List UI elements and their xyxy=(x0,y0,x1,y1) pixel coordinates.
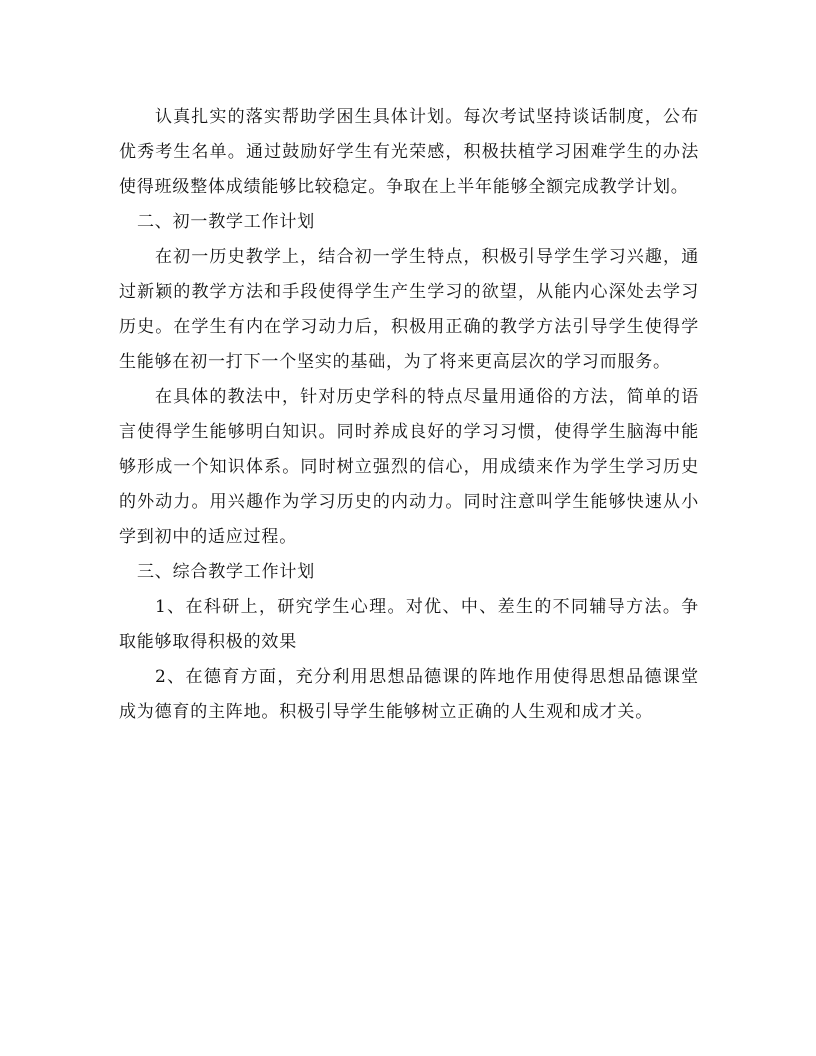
paragraph-research-item: 1、在科研上，研究学生心理。对优、中、差生的不同辅导方法。争取能够取得积极的效果 xyxy=(119,597,699,652)
document-body xyxy=(119,100,699,730)
section-heading-comprehensive-plan: 三、综合教学工作计划 xyxy=(137,562,315,582)
paragraph-study-support-plan: 认真扎实的落实帮助学困生具体计划。每次考试坚持谈话制度，公布优秀考生名单。通过鼓励好学生有光荣感，积极扶植学习困难学生的办法使得班级整体成绩能够比较稳定。争取在上半年能够全额完成教学计划。 xyxy=(119,107,699,197)
paragraph-grade-one-history-teaching: 在初一历史教学上，结合初一学生特点，积极引导学生学习兴趣，通过新颖的教学方法和手段使得学生产生学习的欲望，从能内心深处去学习历史。在学生有内在学习动力后，积极用正确的教学方法引导学生使得学生能够在初一打下一个坚实的基础，为了将来更高层次的学习而服务。 xyxy=(119,247,699,372)
paragraph-teaching-methods: 在具体的教法中，针对历史学科的特点尽量用通俗的方法，简单的语言使得学生能够明白知识。同时养成良好的学习习惯，使得学生脑海中能够形成一个知识体系。同时树立强烈的信心，用成绩来作为学生学习历史的外动力。用兴趣作为学习历史的内动力。同时注意叫学生能够快速从小学到初中的适应过程。 xyxy=(119,387,699,547)
section-heading-grade-one-plan: 二、初一教学工作计划 xyxy=(137,212,315,232)
paragraph-moral-education-item: 2、在德育方面，充分利用思想品德课的阵地作用使得思想品德课堂成为德育的主阵地。积极引导学生能够树立正确的人生观和成才关。 xyxy=(119,667,699,722)
